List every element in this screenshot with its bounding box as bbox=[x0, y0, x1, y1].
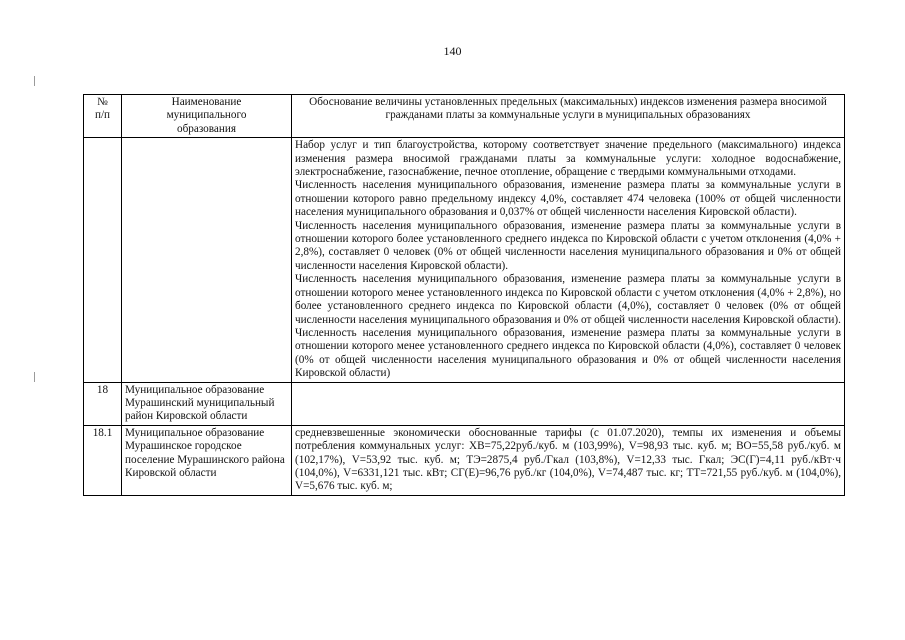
row-number-cell: 18.1 bbox=[84, 425, 122, 495]
justification-cell bbox=[292, 382, 845, 425]
justification-cell: средневзвешенные экономически обоснованные тарифы (с 01.07.2020), темпы их изменения и объемы потребления коммунальных услуг: ХВ=75,22руб./куб. м (103,99%), V=98,93 тыс. куб. м; ВО=55,58 руб./куб. м (102,17%), V=53,92 тыс. куб. м; ТЭ=2875,4 руб./Гкал (103,8%), V=12,33 тыс. Гкал; ЭС(Г)=4,11 руб./кВт·ч (104,0%), V=6331,121 тыс. кВт; СГ(Е)=96,76 руб./кг (104,0%), V=74,487 тыс. кг; ТТ=721,55 руб./куб. м (104,0%), V=5,676 тыс. куб. м; bbox=[292, 425, 845, 495]
municipality-name-cell: Муниципальное образование Мурашинский муниципальный район Кировской области bbox=[122, 382, 292, 425]
justification-paragraph: Численность населения муниципального образования, изменение размера платы за коммунальные услуги в отношении которого более установленного среднего индекса по Кировской области с учетом отклонения (4,0% + 2,8%), составляет 0 человек (0% от общей численности населения муниципального образования и 0% от общей численности населения Кировской области). bbox=[295, 219, 841, 272]
header-justification: Обоснование величины установленных предельных (максимальных) индексов изменения размера вносимой гражданами платы за коммунальные услуги в муниципальных образованиях bbox=[292, 95, 845, 138]
justification-paragraph: Численность населения муниципального образования, изменение размера платы за коммунальные услуги в отношении которого менее установленного среднего индекса по Кировской области (4,0%), составляет 0 человек (0% от общей численности населения муниципального образования и 0% от общей численности населения Кировской области) bbox=[295, 326, 841, 380]
header-municipality-name: Наименование муниципального образования bbox=[122, 95, 292, 138]
scan-artifact-mark bbox=[34, 372, 35, 382]
table-row-18 bbox=[84, 382, 845, 425]
justification-paragraph: Набор услуг и тип благоустройства, которому соответствует значение предельного (максимального) индекса изменения размера вносимой гражданами платы за коммунальные услуги: холодное водоснабжение, электроснабжение, газоснабжение, печное отопление, обращение с твердыми коммунальными отходами. bbox=[295, 139, 841, 179]
justification-paragraph: Численность населения муниципального образования, изменение размера платы за коммунальные услуги в отношении которого равно предельному индексу 4,0%, составляет 474 человека (100% от общей численности населения муниципального образования и 0,037% от общей численности населения Кировской области). bbox=[295, 179, 841, 219]
municipality-name-cell: Муниципальное образование Мурашинское городское поселение Мурашинского района Кировской области bbox=[122, 425, 292, 495]
municipality-name-cell bbox=[122, 138, 292, 382]
row-number-cell: 18 bbox=[84, 382, 122, 425]
scan-artifact-mark bbox=[34, 76, 35, 86]
header-number: № п/п bbox=[84, 95, 122, 138]
table-row-18-1 bbox=[84, 425, 845, 495]
table-row-continued bbox=[84, 138, 845, 382]
table-header-row bbox=[84, 95, 845, 138]
row-number-cell bbox=[84, 138, 122, 382]
justification-paragraph: Численность населения муниципального образования, изменение размера платы за коммунальные услуги в отношении которого менее установленного индекса по Кировской области с учетом отклонения (4,0% + 2,8%), но более установленного среднего индекса по Кировской области (4,0%), составляет 0 человек (0% от общей численности населения муниципального образования и 0% от общей численности населения Кировской области). bbox=[295, 273, 841, 326]
justification-cell bbox=[292, 138, 845, 382]
tariff-index-table bbox=[83, 94, 845, 496]
page-number: 140 bbox=[443, 44, 462, 58]
